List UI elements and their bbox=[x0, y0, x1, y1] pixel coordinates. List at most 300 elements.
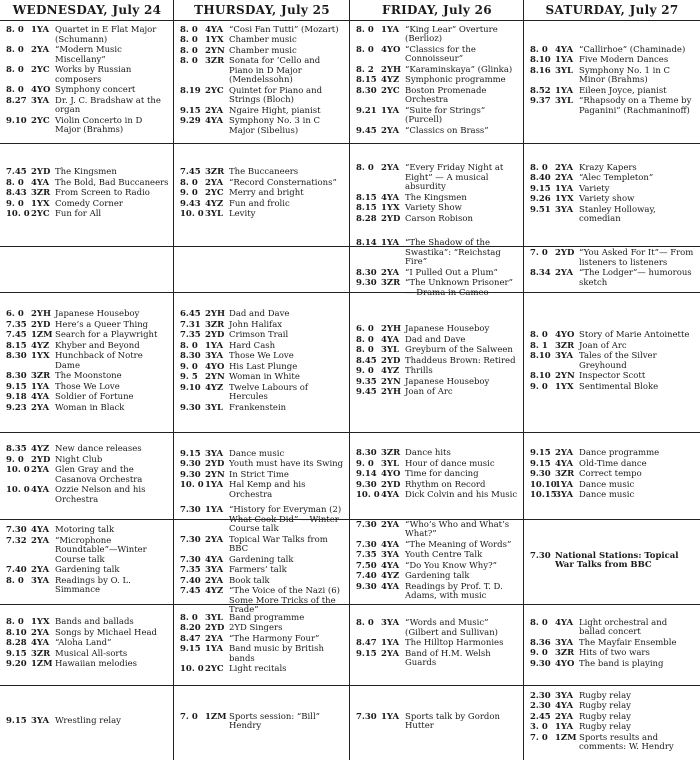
entry-time: 8. 0 bbox=[180, 177, 198, 188]
entry-station: 3ZR bbox=[381, 278, 401, 288]
broadcast-entry bbox=[352, 26, 522, 45]
broadcast-entry bbox=[176, 107, 348, 117]
entry-time: 7.45 bbox=[6, 330, 27, 340]
schedule-cell bbox=[2, 434, 172, 517]
entry-station: 3YL bbox=[555, 96, 573, 107]
entry-time: 7.35 bbox=[180, 565, 201, 576]
entry-time: 7.30 bbox=[180, 534, 201, 545]
entry-programme: Dance programme bbox=[579, 448, 660, 459]
broadcast-entry bbox=[176, 321, 348, 331]
entry-station: 3YA bbox=[205, 565, 224, 576]
entry-programme: Time for dancing bbox=[405, 469, 479, 480]
broadcast-entry bbox=[176, 624, 348, 634]
entry-programme: Night Club bbox=[55, 454, 103, 465]
entry-station: 2YA bbox=[555, 268, 574, 278]
header-thursday: THURSDAY, July 25 bbox=[174, 0, 350, 21]
broadcast-entry bbox=[2, 179, 172, 189]
broadcast-entry bbox=[176, 47, 348, 57]
broadcast-entry bbox=[352, 336, 522, 346]
entry-station: 4YA bbox=[381, 581, 400, 592]
broadcast-entry bbox=[352, 449, 522, 459]
broadcast-entry bbox=[2, 372, 172, 382]
entry-time: 8.15 bbox=[6, 340, 27, 351]
broadcast-entry bbox=[526, 491, 698, 501]
entry-time: 8.10 bbox=[530, 371, 551, 381]
broadcast-entry bbox=[2, 26, 172, 45]
entry-station: 4YO bbox=[31, 85, 51, 96]
entry-time: 8.35 bbox=[6, 444, 27, 454]
entry-station: 2YH bbox=[381, 324, 402, 335]
broadcast-entry bbox=[526, 552, 698, 571]
entry-programme: Hawaiian melodies bbox=[55, 659, 137, 670]
entry-programme: Dance music bbox=[579, 479, 635, 490]
entry-programme: Chamber music bbox=[229, 45, 297, 56]
entry-time: 8. 0 bbox=[356, 618, 374, 629]
entry-time: 8.30 bbox=[356, 267, 377, 278]
entry-time: 9.30 bbox=[530, 658, 551, 669]
entry-programme: Soldier of Fortune bbox=[55, 392, 134, 402]
entry-programme: “I Pulled Out a Plum” bbox=[405, 267, 498, 278]
entry-time: 7.45 bbox=[6, 167, 27, 178]
entry-programme: Musical All-sorts bbox=[55, 648, 128, 659]
entry-time: 8. 0 bbox=[6, 25, 24, 36]
entry-programme: Wrestling relay bbox=[55, 716, 121, 727]
entry-station: 4YA bbox=[381, 334, 400, 345]
broadcast-entry bbox=[176, 210, 348, 220]
entry-programme: Sentimental Bloke bbox=[579, 381, 659, 392]
entry-station: 2YN bbox=[205, 469, 225, 480]
entry-station: 3ZR bbox=[31, 371, 51, 381]
entry-station: 4YO bbox=[205, 361, 225, 372]
entry-station: 3ZR bbox=[555, 469, 575, 480]
entry-time: 9. 0 bbox=[180, 361, 198, 372]
entry-station: 4YA bbox=[381, 539, 400, 550]
broadcast-entry bbox=[2, 189, 172, 199]
entry-programme: His Last Plunge bbox=[229, 361, 298, 372]
entry-time: 8.40 bbox=[530, 173, 551, 183]
entry-station: 3YA bbox=[555, 351, 574, 361]
entry-time: 7.30 bbox=[356, 519, 377, 530]
entry-station: 2YA bbox=[381, 125, 400, 136]
schedule-cell bbox=[176, 248, 348, 290]
entry-time: 10.15 bbox=[530, 490, 557, 501]
broadcast-entry bbox=[176, 713, 348, 732]
broadcast-entry bbox=[526, 619, 698, 638]
entry-station: 3ZR bbox=[31, 188, 51, 199]
entry-programme: Woman in White bbox=[229, 372, 300, 382]
entry-programme: “Aloha Land” bbox=[55, 638, 112, 649]
entry-station: 4YO bbox=[555, 330, 575, 340]
schedule-cell bbox=[176, 145, 348, 244]
broadcast-entry bbox=[352, 346, 522, 356]
entry-programme: Joan of Arc bbox=[405, 387, 453, 398]
entry-station: 4YZ bbox=[205, 382, 224, 393]
entry-time: 9.10 bbox=[180, 382, 201, 393]
schedule-cell bbox=[526, 145, 698, 244]
broadcast-entry bbox=[526, 185, 698, 195]
entry-station: 3YA bbox=[381, 550, 400, 560]
broadcast-entry bbox=[2, 629, 172, 639]
entry-station: 2YD bbox=[205, 459, 225, 470]
entry-station: 3YA bbox=[555, 690, 574, 701]
schedule-cell bbox=[352, 294, 522, 430]
broadcast-entry bbox=[176, 363, 348, 373]
entry-station: 2YD bbox=[381, 355, 401, 366]
entry-station: 1YA bbox=[381, 238, 400, 248]
entry-station: 1YX bbox=[205, 35, 224, 46]
broadcast-entry bbox=[352, 367, 522, 377]
entry-station: 3YA bbox=[31, 716, 50, 727]
entry-time: 8.45 bbox=[356, 355, 377, 366]
broadcast-entry bbox=[352, 204, 522, 214]
entry-programme: “History for Everyman (2) What Cook Did” —Winter Course talk bbox=[229, 505, 342, 535]
schedule-cell bbox=[176, 22, 348, 141]
entry-station: 3YL bbox=[555, 65, 573, 76]
entry-station: 3ZR bbox=[31, 648, 51, 659]
schedule-cell bbox=[352, 238, 522, 298]
entry-time: 8. 0 bbox=[180, 612, 198, 623]
entry-programme: Merry and bright bbox=[229, 188, 304, 199]
entry-programme: “Do You Know Why?” bbox=[405, 560, 497, 571]
entry-time: 9.30 bbox=[530, 469, 551, 480]
entry-programme: Readings by O. L. Simmance bbox=[55, 575, 131, 596]
entry-programme: Quintet for Piano and Strings (Bloch) bbox=[229, 85, 323, 106]
entry-station: 2YA bbox=[205, 633, 224, 644]
entry-time: 10. 0 bbox=[6, 209, 30, 220]
entry-station: 2YD bbox=[31, 319, 51, 330]
broadcast-entry bbox=[2, 66, 172, 85]
entry-station: 1YX bbox=[31, 351, 50, 361]
entry-time: 9.15 bbox=[6, 716, 27, 727]
entry-time: 8. 0 bbox=[180, 56, 198, 67]
entry-time: 8.52 bbox=[530, 85, 551, 96]
entry-programme: The Mayfair Ensemble bbox=[579, 637, 677, 648]
broadcast-entry bbox=[176, 331, 348, 341]
entry-time: 8. 2 bbox=[356, 64, 374, 75]
broadcast-entry bbox=[2, 352, 172, 371]
entry-station: 3ZR bbox=[205, 56, 225, 67]
entry-station: 3YL bbox=[205, 402, 223, 413]
entry-station: 4YA bbox=[31, 485, 50, 495]
entry-station: 3YL bbox=[205, 612, 223, 623]
entry-programme: Dad and Dave bbox=[405, 334, 466, 345]
entry-station: 1YA bbox=[555, 183, 574, 194]
entry-programme: “Classics for the Connoisseur” bbox=[405, 44, 476, 65]
entry-programme: “Callirhoe” (Chaminade) bbox=[579, 44, 686, 55]
entry-station: 4YA bbox=[555, 44, 574, 55]
entry-time: 2.45 bbox=[530, 711, 551, 722]
broadcast-entry bbox=[526, 470, 698, 480]
entry-time: 8. 0 bbox=[180, 35, 198, 46]
header-saturday: SATURDAY, July 27 bbox=[524, 0, 700, 21]
header-friday: FRIDAY, July 26 bbox=[350, 0, 524, 21]
broadcast-entry bbox=[352, 66, 522, 76]
broadcast-entry bbox=[2, 537, 172, 566]
entry-programme: “Alec Templeton” bbox=[579, 173, 654, 183]
entry-programme: Readings by Prof. T. D. Adams, with music bbox=[405, 581, 503, 601]
entry-programme: Quartet in E Flat Major (Schumann) bbox=[55, 25, 157, 45]
entry-time: 6.45 bbox=[180, 309, 201, 319]
broadcast-entry bbox=[176, 645, 348, 664]
entry-station: 2YA bbox=[381, 519, 400, 530]
broadcast-entry bbox=[176, 57, 348, 86]
entry-station: 2YH bbox=[205, 309, 226, 319]
entry-station: 2YA bbox=[555, 448, 574, 459]
schedule-cell bbox=[2, 687, 172, 758]
entry-programme: Hits of two wars bbox=[579, 648, 650, 659]
entry-station: 1YX bbox=[31, 198, 50, 209]
entry-programme: Rugby relay bbox=[579, 701, 631, 711]
entry-station: 2YD bbox=[205, 623, 225, 633]
entry-programme: Band programme bbox=[229, 612, 305, 623]
entry-time: 8.16 bbox=[530, 65, 551, 76]
broadcast-entry bbox=[2, 618, 172, 628]
entry-station: 4YZ bbox=[381, 75, 400, 86]
entry-programme: The Bold, Bad Buccaneers bbox=[55, 177, 169, 188]
entry-time: 8.20 bbox=[180, 623, 201, 633]
schedule-cell bbox=[526, 294, 698, 430]
broadcast-entry bbox=[176, 179, 348, 189]
row-divider bbox=[0, 685, 700, 686]
entry-programme: Gardening talk bbox=[229, 554, 294, 565]
entry-time: 9.23 bbox=[6, 402, 27, 413]
broadcast-entry bbox=[352, 572, 522, 582]
entry-station: 1YA bbox=[205, 505, 224, 516]
broadcast-entry bbox=[2, 200, 172, 210]
entry-programme: Woman in Black bbox=[55, 402, 125, 413]
entry-station: 3ZR bbox=[205, 319, 225, 330]
entry-programme: John Halifax bbox=[229, 319, 283, 330]
broadcast-entry bbox=[176, 373, 348, 383]
entry-station: 2YN bbox=[381, 376, 401, 387]
broadcast-entry bbox=[2, 486, 172, 505]
entry-programme: Greyburn of the Salween bbox=[405, 345, 513, 356]
broadcast-entry bbox=[352, 87, 522, 106]
entry-time: 8.34 bbox=[530, 268, 551, 278]
entry-time: 8. 0 bbox=[180, 45, 198, 56]
entry-time: 7.45 bbox=[180, 167, 201, 178]
schedule-cell bbox=[176, 606, 348, 683]
entry-time: 7.30 bbox=[180, 554, 201, 565]
entry-programme: “Modern Music Miscellany” bbox=[55, 45, 122, 65]
entry-time: 8. 0 bbox=[180, 24, 198, 35]
entry-station: 3YA bbox=[31, 575, 50, 586]
entry-time: 9.15 bbox=[356, 648, 377, 659]
entry-station: 2YA bbox=[381, 648, 400, 659]
broadcast-entry bbox=[176, 189, 348, 199]
entry-station: 4YZ bbox=[205, 198, 224, 209]
broadcast-entry bbox=[176, 471, 348, 481]
entry-station: 3ZR bbox=[381, 448, 401, 459]
entry-station: 1YX bbox=[381, 203, 400, 213]
broadcast-entry bbox=[2, 566, 172, 576]
entry-station: 1YA bbox=[205, 644, 224, 654]
schedule-cell bbox=[352, 434, 522, 517]
broadcast-entry bbox=[352, 583, 522, 602]
entry-station: 1YA bbox=[381, 24, 400, 35]
entry-time: 8. 0 bbox=[356, 44, 374, 55]
broadcast-entry bbox=[352, 388, 522, 398]
entry-programme: Youth Centre Talk bbox=[405, 550, 483, 560]
entry-station: 1YA bbox=[381, 711, 400, 722]
broadcast-entry bbox=[526, 67, 698, 86]
schedule-cell bbox=[352, 22, 522, 141]
entry-programme: Symphony concert bbox=[55, 85, 136, 96]
entry-time: 9.15 bbox=[530, 458, 551, 469]
entry-programme: “Classics on Brass” bbox=[405, 125, 489, 136]
broadcast-entry bbox=[2, 445, 172, 455]
entry-time: 10. 0 bbox=[6, 485, 30, 495]
entry-time: 9. 0 bbox=[530, 381, 548, 392]
entry-time: 8.47 bbox=[180, 633, 201, 644]
entry-programme: “The Voice of the Nazi (6) Some More Tricks of the Trade” bbox=[229, 586, 340, 616]
schedule-cell bbox=[526, 22, 698, 141]
broadcast-entry bbox=[526, 649, 698, 659]
entry-time: 10. 0 bbox=[180, 209, 204, 220]
entry-programme: Rugby relay bbox=[579, 711, 631, 722]
broadcast-entry bbox=[2, 342, 172, 352]
entry-programme: Youth must have its Swing bbox=[229, 459, 344, 470]
entry-station: 1YA bbox=[555, 479, 574, 490]
entry-station: 3YA bbox=[205, 448, 224, 459]
entry-programme: Khyber and Beyond bbox=[55, 340, 140, 351]
entry-station: 3YL bbox=[381, 345, 399, 356]
broadcast-entry bbox=[352, 239, 522, 268]
entry-station: 4YA bbox=[555, 458, 574, 469]
broadcast-entry bbox=[526, 342, 698, 352]
entry-programme: The Moonstone bbox=[55, 371, 122, 381]
entry-station: 2YC bbox=[205, 664, 224, 674]
entry-programme: Sports talk by Gordon Hutter bbox=[405, 711, 500, 731]
broadcast-entry bbox=[176, 460, 348, 470]
entry-station: 1YA bbox=[31, 25, 50, 36]
broadcast-entry bbox=[526, 460, 698, 470]
broadcast-entry bbox=[526, 195, 698, 205]
entry-time: 8. 0 bbox=[530, 162, 548, 173]
row-divider bbox=[0, 292, 700, 293]
entry-time: 8. 0 bbox=[356, 163, 374, 173]
entry-programme: Dr. J. C. Bradshaw at the organ bbox=[55, 95, 161, 116]
entry-time: 7.30 bbox=[180, 505, 201, 516]
entry-station: 3YA bbox=[555, 490, 574, 501]
entry-station: 2YA bbox=[205, 177, 224, 188]
broadcast-entry bbox=[2, 660, 172, 670]
broadcast-entry bbox=[2, 168, 172, 178]
entry-time: 9.30 bbox=[180, 469, 201, 480]
broadcast-entry bbox=[526, 97, 698, 116]
broadcast-entry bbox=[176, 577, 348, 587]
entry-station: 4YA bbox=[381, 560, 400, 571]
entry-programme: Rugby relay bbox=[579, 722, 631, 732]
entry-station: 1YX bbox=[555, 194, 574, 204]
entry-programme: “Cosi Fan Tutti” (Mozart) bbox=[229, 24, 339, 35]
broadcast-entry bbox=[352, 46, 522, 65]
entry-time: 9. 0 bbox=[530, 648, 548, 659]
entry-programme: Tales of the Silver Greyhound bbox=[579, 351, 657, 371]
broadcast-entry bbox=[176, 384, 348, 403]
schedule-cell bbox=[2, 294, 172, 430]
entry-programme: Correct tempo bbox=[579, 469, 642, 480]
schedule-cell bbox=[526, 687, 698, 758]
entry-time: 8. 0 bbox=[530, 44, 548, 55]
broadcast-entry bbox=[2, 639, 172, 649]
entry-station: 2YA bbox=[381, 267, 400, 278]
broadcast-entry bbox=[352, 194, 522, 204]
entry-programme: Old-Time dance bbox=[579, 458, 647, 469]
entry-station: 2YA bbox=[381, 163, 400, 173]
schedule-cell bbox=[176, 294, 348, 430]
entry-time: 7.35 bbox=[356, 550, 377, 560]
entry-programme: “Rhapsody on a Theme by Paganini” (Rachmaninoff) bbox=[579, 96, 692, 116]
entry-time: 9.43 bbox=[180, 198, 201, 209]
entry-programme: New dance releases bbox=[55, 444, 142, 454]
entry-time: 8.10 bbox=[530, 351, 551, 361]
entry-station: 3YA bbox=[555, 204, 574, 215]
entry-programme: Book talk bbox=[229, 575, 270, 586]
broadcast-entry bbox=[176, 87, 348, 106]
entry-programme: Eileen Joyce, pianist bbox=[579, 85, 667, 96]
entry-programme: Dick Colvin and his Music bbox=[405, 490, 518, 501]
entry-programme: National Stations: Topical War Talks from BBC bbox=[555, 550, 679, 570]
entry-time: 7.40 bbox=[180, 575, 201, 586]
broadcast-entry bbox=[352, 460, 522, 470]
entry-programme: Krazy Kapers bbox=[579, 162, 637, 173]
schedule-cell bbox=[2, 521, 172, 602]
entry-programme: “Karaminskaya” (Glinka) bbox=[405, 64, 513, 75]
entry-time: 7.35 bbox=[180, 330, 201, 340]
entry-station: 3ZR bbox=[555, 648, 575, 659]
entry-station: 4YA bbox=[205, 116, 224, 127]
entry-station: 2YD bbox=[555, 248, 575, 258]
entry-station: 4YZ bbox=[205, 586, 224, 597]
entry-time: 8. 0 bbox=[180, 340, 198, 351]
broadcast-entry bbox=[2, 650, 172, 660]
entry-time: 8.19 bbox=[180, 85, 201, 96]
entry-programme: Those We Love bbox=[229, 351, 294, 361]
entry-programme: The Kingsmen bbox=[55, 167, 117, 178]
schedule-cell bbox=[176, 687, 348, 758]
entry-time: 9.30 bbox=[356, 479, 377, 490]
broadcast-entry bbox=[352, 562, 522, 572]
entry-station: 2YA bbox=[31, 465, 50, 475]
entry-time: 7.30 bbox=[356, 711, 377, 722]
broadcast-entry bbox=[2, 717, 172, 727]
broadcast-entry bbox=[176, 635, 348, 645]
entry-station: 2YA bbox=[205, 575, 224, 586]
entry-time: 8. 0 bbox=[6, 85, 24, 96]
broadcast-entry bbox=[526, 372, 698, 382]
entry-time: 10.10 bbox=[530, 479, 557, 490]
entry-station: 2YC bbox=[31, 115, 50, 126]
entry-station: 3YL bbox=[205, 209, 223, 220]
entry-time: 9.35 bbox=[356, 376, 377, 387]
entry-station: 4YA bbox=[381, 490, 400, 501]
entry-time: 9.15 bbox=[530, 448, 551, 459]
broadcast-entry bbox=[526, 734, 698, 753]
entry-time: 7.45 bbox=[180, 586, 201, 597]
broadcast-entry bbox=[176, 556, 348, 566]
entry-time: 7.50 bbox=[356, 560, 377, 571]
entry-programme: Variety bbox=[579, 183, 610, 194]
entry-time: 7.35 bbox=[6, 319, 27, 330]
entry-time: 3. 0 bbox=[530, 722, 548, 732]
entry-programme: “The Lodger”— humorous sketch bbox=[579, 268, 692, 288]
entry-time: 8. 0 bbox=[6, 65, 24, 76]
broadcast-entry bbox=[176, 117, 348, 136]
broadcast-entry bbox=[526, 723, 698, 733]
entry-station: 1YA bbox=[381, 638, 400, 649]
broadcast-entry bbox=[526, 692, 698, 702]
